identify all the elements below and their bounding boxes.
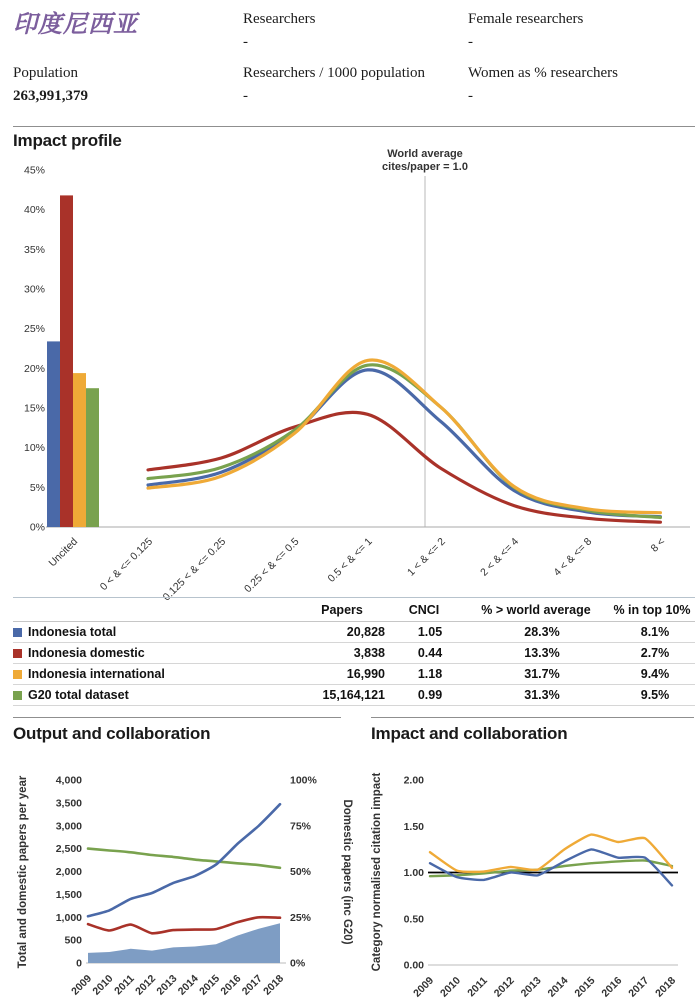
oc-right-tick: 50%	[290, 866, 312, 878]
cell-cnci: 0.99	[417, 688, 443, 702]
field-label: Women as % researchers	[468, 65, 618, 81]
cell-pct-top10: 9.4%	[640, 667, 670, 681]
world-average-annotation: cites/paper = 1.0	[382, 161, 468, 173]
impact-profile-chart	[8, 140, 698, 605]
ip-y-tick: 25%	[23, 323, 45, 336]
impact-profile-title: Impact profile	[13, 131, 122, 150]
oc-right-tick: 100%	[290, 774, 317, 787]
cell-pct-top10: 2.7%	[640, 646, 670, 660]
oc-right-tick: 25%	[290, 911, 312, 924]
oc-left-tick: 500	[64, 934, 82, 947]
ip-y-tick: 0%	[29, 521, 45, 534]
header-divider	[13, 126, 695, 127]
legend-swatch-total-icon	[13, 628, 22, 637]
ip-x-label: 1 < & <= 2	[404, 535, 448, 579]
cell-papers: 16,990	[346, 667, 385, 681]
ic-x-label: 2018	[653, 974, 679, 1000]
row-label: Indonesia international	[28, 667, 165, 681]
output-collaboration-chart	[8, 742, 360, 1001]
field-population	[13, 66, 88, 104]
oc-line-total	[88, 804, 280, 916]
ip-y-tick: 40%	[23, 204, 45, 217]
table-row-indonesia-total	[13, 622, 695, 643]
ic-x-label: 2013	[518, 974, 544, 1000]
ip-y-tick: 35%	[23, 243, 45, 256]
legend-swatch-international-icon	[13, 670, 22, 679]
ip-x-label: 0 < & <= 0.125	[97, 535, 156, 594]
output-collaboration-title: Output and collaboration	[13, 724, 211, 743]
oc-right-tick: 0%	[290, 957, 306, 970]
oc-x-label: 2016	[218, 972, 244, 998]
cell-pct-world: 31.7%	[524, 667, 560, 681]
ic-x-label: 2016	[599, 974, 625, 1000]
ip-bar-total	[47, 341, 60, 527]
oc-x-label: 2012	[133, 972, 159, 998]
ic-x-label: 2015	[572, 974, 598, 1000]
oc-x-label: 2013	[154, 972, 180, 998]
oc-right-axis-title: Domestic papers (inc G20)	[341, 799, 353, 945]
table-row-g20-total	[13, 685, 695, 706]
field-value: -	[468, 34, 473, 50]
ip-x-label: 0.25 < & <= 0.5	[242, 535, 302, 596]
field-value: 263,991,379	[13, 88, 88, 104]
cell-pct-world: 13.3%	[524, 646, 560, 660]
oc-line-domestic	[88, 917, 280, 933]
cell-pct-top10: 8.1%	[640, 625, 670, 639]
field-researchers	[243, 12, 315, 50]
table-header-cnci: CNCI	[408, 602, 440, 617]
cell-cnci: 1.05	[417, 625, 443, 639]
ip-x-label: 0.5 < & <= 1	[325, 535, 375, 585]
oc-line-g20	[88, 849, 280, 868]
ip-bar-international	[73, 373, 86, 527]
oc-left-tick: 1,500	[55, 888, 82, 901]
oc-left-axis-title: Total and domestic papers per year	[17, 775, 29, 969]
cell-pct-world: 28.3%	[524, 625, 560, 639]
oc-x-label: 2014	[175, 972, 201, 998]
ic-x-label: 2014	[545, 974, 571, 1000]
output-section-divider	[13, 717, 341, 718]
ic-y-tick: 0.50	[403, 913, 424, 926]
cell-papers: 20,828	[346, 625, 385, 639]
ic-y-tick: 1.00	[403, 867, 424, 879]
ip-bar-g20	[86, 388, 99, 527]
ip-x-label: 0.125 < & <= 0.25	[160, 535, 229, 604]
ic-x-label: 2010	[438, 974, 464, 1000]
ip-y-tick: 5%	[29, 481, 45, 494]
ip-line-total	[148, 370, 660, 517]
world-average-annotation: World average	[387, 148, 463, 160]
cell-cnci: 0.44	[417, 646, 443, 660]
ic-x-label: 2012	[491, 974, 517, 1000]
ip-y-tick: 10%	[23, 442, 45, 455]
field-value: -	[243, 88, 248, 104]
table-row-indonesia-domestic	[13, 643, 695, 664]
field-value: -	[468, 88, 473, 104]
row-label: Indonesia total	[28, 625, 117, 639]
oc-right-tick: 75%	[290, 820, 312, 833]
oc-x-label: 2011	[112, 972, 137, 998]
table-header-pct-top10: % in top 10%	[613, 602, 691, 617]
ip-x-label: Uncited	[46, 535, 81, 570]
ic-y-tick: 1.50	[403, 820, 424, 833]
field-label: Female researchers	[468, 11, 584, 27]
oc-left-tick: 2,500	[55, 843, 82, 856]
impact-table	[13, 597, 695, 706]
oc-left-tick: 0	[76, 957, 82, 970]
impact-collaboration-title: Impact and collaboration	[371, 724, 568, 743]
table-row-indonesia-international	[13, 664, 695, 685]
oc-x-label: 2017	[239, 972, 265, 998]
cell-papers: 3,838	[353, 646, 385, 660]
ic-y-tick: 2.00	[403, 774, 424, 787]
ic-y-axis-title: Category normalised citation impact	[371, 772, 383, 972]
ip-y-tick: 20%	[23, 362, 45, 375]
oc-left-tick: 3,000	[55, 820, 82, 833]
oc-x-label: 2018	[261, 972, 287, 998]
legend-swatch-domestic-icon	[13, 649, 22, 658]
cell-papers: 15,164,121	[322, 688, 385, 702]
field-label: Researchers	[243, 11, 316, 27]
ip-y-tick: 15%	[23, 402, 45, 415]
ip-y-tick: 30%	[23, 283, 45, 296]
cell-pct-world: 31.3%	[524, 688, 560, 702]
table-header-papers: Papers	[321, 602, 363, 617]
ip-x-label: 8 <	[648, 535, 668, 555]
table-header-row	[13, 597, 695, 622]
oc-left-tick: 2,000	[55, 866, 82, 878]
impact-collaboration-chart	[366, 742, 700, 1001]
field-women-pct-researchers	[468, 66, 618, 104]
ic-line-international	[430, 835, 672, 872]
oc-left-tick: 3,500	[55, 797, 82, 810]
table-header-pct-world: % > world average	[481, 602, 591, 617]
field-value: -	[243, 34, 248, 50]
cell-pct-top10: 9.5%	[640, 688, 670, 702]
ip-x-label: 4 < & <= 8	[551, 535, 595, 579]
field-label: Population	[13, 65, 79, 81]
field-label: Researchers / 1000 population	[243, 65, 426, 81]
ic-y-tick: 0.00	[403, 959, 424, 972]
impact-section-divider	[371, 717, 694, 718]
ip-bar-domestic	[60, 195, 73, 527]
ic-x-label: 2009	[411, 974, 437, 1000]
ip-x-label: 2 < & <= 4	[478, 535, 522, 579]
row-label: Indonesia domestic	[28, 646, 145, 660]
row-label: G20 total dataset	[28, 688, 129, 702]
oc-x-label: 2010	[90, 972, 116, 998]
legend-swatch-g20-icon	[13, 691, 22, 700]
ic-x-label: 2011	[465, 974, 490, 1000]
oc-x-label: 2015	[197, 972, 223, 998]
field-researchers-per-1000	[243, 66, 425, 104]
ip-y-tick: 45%	[23, 164, 45, 177]
ic-x-label: 2017	[626, 974, 652, 1000]
oc-left-tick: 4,000	[55, 774, 82, 787]
field-female-researchers	[468, 12, 583, 50]
country-title: 印度尼西亚	[13, 12, 138, 38]
oc-left-tick: 1,000	[55, 911, 82, 924]
cell-cnci: 1.18	[417, 667, 443, 681]
oc-x-label: 2009	[69, 972, 95, 998]
